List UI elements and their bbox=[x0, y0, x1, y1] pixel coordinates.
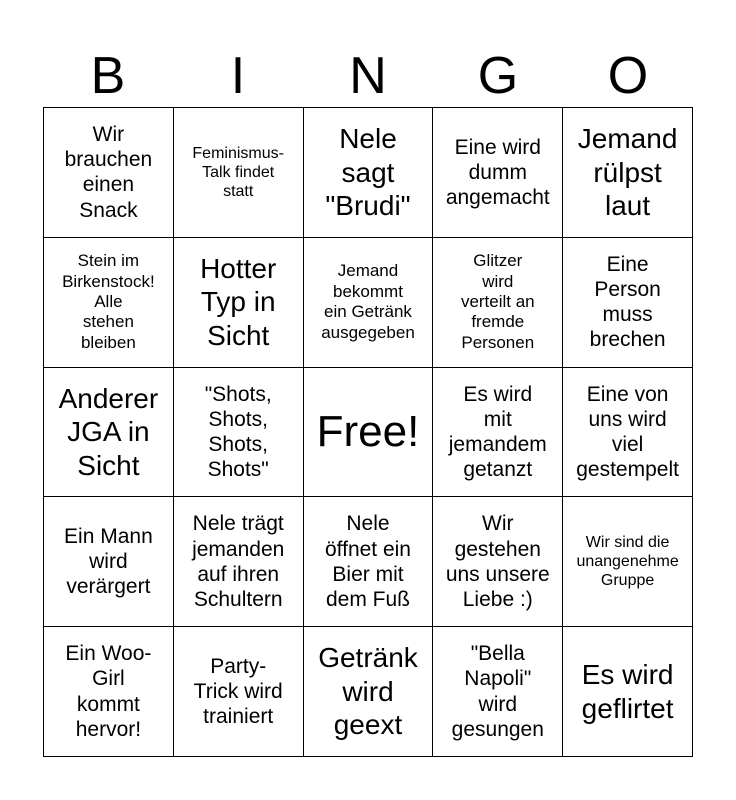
bingo-cell[interactable] bbox=[433, 368, 563, 498]
cell-text: Hotter Typ in Sicht bbox=[200, 252, 277, 351]
cell-text: Free! bbox=[316, 406, 420, 456]
bingo-cell[interactable] bbox=[563, 497, 693, 627]
cell-text: Stein im Birkenstock! Alle stehen bleiben bbox=[62, 251, 155, 352]
cell-text: Ein Mann wird verärgert bbox=[64, 525, 153, 599]
bingo-cell[interactable] bbox=[433, 108, 563, 238]
cell-text: Getränk wird geext bbox=[318, 642, 418, 741]
cell-text: Eine Person muss brechen bbox=[589, 252, 666, 352]
bingo-cell[interactable] bbox=[563, 368, 693, 498]
bingo-cell[interactable] bbox=[433, 497, 563, 627]
cell-text: Wir sind die unangenehme Gruppe bbox=[576, 534, 679, 590]
cell-text: Es wird mit jemandem getanzt bbox=[448, 382, 547, 482]
bingo-cell[interactable] bbox=[174, 108, 304, 238]
bingo-cell[interactable] bbox=[44, 238, 174, 368]
cell-text: Anderer JGA in Sicht bbox=[58, 382, 159, 481]
bingo-cell[interactable] bbox=[44, 497, 174, 627]
cell-text: Nele sagt "Brudi" bbox=[325, 123, 411, 222]
bingo-cell[interactable] bbox=[563, 238, 693, 368]
cell-text: Eine wird dumm angemacht bbox=[445, 135, 550, 209]
bingo-cell[interactable] bbox=[433, 238, 563, 368]
bingo-cell[interactable] bbox=[563, 627, 693, 757]
cell-text: "Bella Napoli" wird gesungen bbox=[451, 642, 544, 741]
header-letter-i: I bbox=[230, 47, 246, 105]
cell-text: Wir gestehen uns unsere Liebe :) bbox=[445, 512, 550, 611]
bingo-cell[interactable] bbox=[174, 497, 304, 627]
bingo-cell[interactable] bbox=[563, 108, 693, 238]
cell-text: Jemand bekommt ein Getränk ausgegeben bbox=[321, 261, 415, 342]
bingo-cell[interactable] bbox=[174, 627, 304, 757]
cell-text: Ein Woo- Girl kommt hervor! bbox=[65, 642, 152, 741]
bingo-cell[interactable] bbox=[174, 368, 304, 498]
bingo-cell[interactable] bbox=[174, 238, 304, 368]
bingo-cell[interactable] bbox=[44, 108, 174, 238]
bingo-cell[interactable] bbox=[304, 238, 434, 368]
header-letter-n: N bbox=[349, 47, 387, 105]
bingo-cell[interactable] bbox=[304, 497, 434, 627]
bingo-card bbox=[43, 107, 693, 757]
header-letter-b: B bbox=[90, 47, 126, 105]
cell-text: Nele öffnet ein Bier mit dem Fuß bbox=[324, 512, 411, 611]
bingo-header bbox=[43, 44, 693, 108]
cell-text: Party- Trick wird trainiert bbox=[193, 654, 283, 729]
cell-text: Wir brauchen einen Snack bbox=[64, 123, 153, 222]
bingo-cell[interactable] bbox=[304, 627, 434, 757]
header-letter-o: O bbox=[607, 47, 649, 105]
cell-text: Feminismus- Talk findet statt bbox=[192, 144, 284, 200]
cell-text: Glitzer wird verteilt an fremde Personen bbox=[460, 251, 535, 352]
bingo-free-space[interactable] bbox=[304, 368, 434, 498]
bingo-cell[interactable] bbox=[433, 627, 563, 757]
bingo-cell[interactable] bbox=[304, 108, 434, 238]
cell-text: Jemand rülpst laut bbox=[577, 123, 678, 222]
header-letter-g: G bbox=[477, 47, 519, 105]
bingo-cell[interactable] bbox=[44, 368, 174, 498]
cell-text: Eine von uns wird viel gestempelt bbox=[576, 382, 679, 482]
cell-text: Es wird geflirtet bbox=[581, 659, 674, 724]
bingo-cell[interactable] bbox=[44, 627, 174, 757]
cell-text: Nele trägt jemanden auf ihren Schultern bbox=[192, 512, 285, 611]
cell-text: "Shots, Shots, Shots, Shots" bbox=[204, 382, 272, 482]
